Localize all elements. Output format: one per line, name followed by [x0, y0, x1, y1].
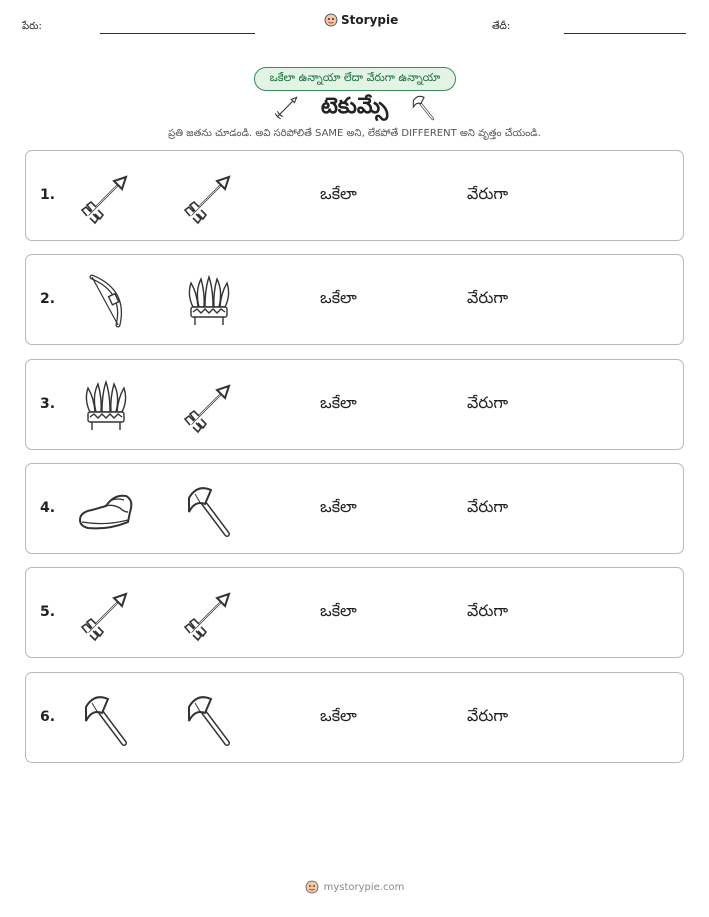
arrow-icon [181, 378, 237, 434]
row-number: 4. [40, 500, 56, 516]
axe-icon [408, 92, 438, 122]
headdress-icon [181, 273, 237, 329]
storypie-mascot-icon [324, 13, 338, 27]
different-option[interactable]: వేరుగా [467, 184, 509, 203]
same-option[interactable]: ఒకేలా [320, 497, 357, 516]
arrow-icon [78, 586, 134, 642]
worksheet-header [0, 0, 709, 50]
different-option[interactable]: వేరుగా [467, 601, 509, 620]
worksheet-row [25, 672, 684, 763]
instructions: ప్రతి జతను చూడండి. అవి సరిపోలితే SAME అని, లేకపోతే DIFFERENT అని వృత్తం చేయండి. [168, 128, 541, 139]
axe-icon [78, 691, 134, 747]
axe-icon [181, 691, 237, 747]
same-option[interactable]: ఒకేలా [320, 706, 357, 725]
same-option[interactable]: ఒకేలా [320, 184, 357, 203]
headdress-icon [78, 378, 134, 434]
worksheet-row [25, 463, 684, 554]
different-option[interactable]: వేరుగా [467, 497, 509, 516]
arrow-icon [78, 169, 134, 225]
arrow-icon [181, 586, 237, 642]
different-option[interactable]: వేరుగా [467, 288, 509, 307]
same-option[interactable]: ఒకేలా [320, 288, 357, 307]
worksheet-row [25, 254, 684, 345]
bow-icon [78, 273, 134, 329]
arrow-icon [181, 169, 237, 225]
axe-icon [181, 482, 237, 538]
footer [0, 880, 709, 894]
footer-site: mystorypie.com [323, 881, 405, 893]
brand-name: Storypie [341, 13, 399, 27]
page-title: టెకుమ్సే [320, 94, 389, 119]
row-number: 1. [40, 187, 56, 203]
different-option[interactable]: వేరుగా [467, 393, 509, 412]
worksheet-type-pill: ఒకేలా ఉన్నాయా లేదా వేరుగా ఉన్నాయా [254, 67, 456, 91]
same-option[interactable]: ఒకేలా [320, 393, 357, 412]
title-row [0, 92, 709, 124]
row-number: 6. [40, 709, 56, 725]
row-number: 3. [40, 396, 56, 412]
date-label: తేదీ: [492, 21, 511, 32]
row-number: 2. [40, 291, 56, 307]
storypie-mascot-icon [305, 880, 319, 894]
name-label: పేరు: [22, 21, 42, 32]
date-field-line[interactable] [564, 33, 686, 34]
same-option[interactable]: ఒకేలా [320, 601, 357, 620]
worksheet-row [25, 150, 684, 241]
name-field-line[interactable] [100, 33, 255, 34]
brand-logo [324, 13, 398, 27]
row-number: 5. [40, 604, 56, 620]
worksheet-row [25, 567, 684, 658]
moccasin-icon [78, 482, 134, 538]
worksheet-row [25, 359, 684, 450]
different-option[interactable]: వేరుగా [467, 706, 509, 725]
